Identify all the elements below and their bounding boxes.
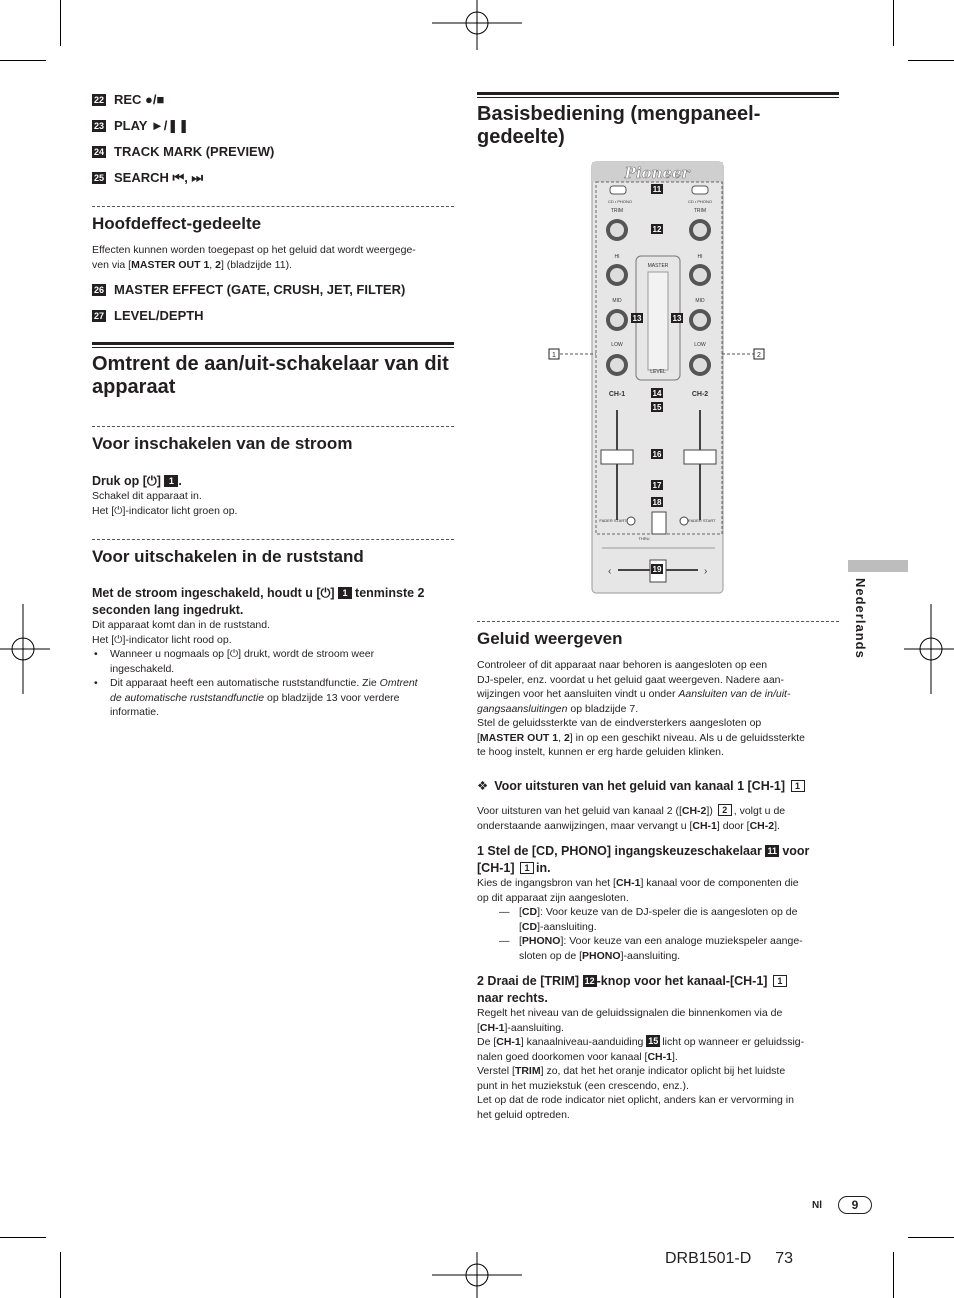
divider bbox=[92, 539, 454, 540]
crop-mark bbox=[908, 60, 954, 61]
svg-text:CH-2: CH-2 bbox=[691, 391, 709, 398]
section-rule bbox=[92, 342, 454, 348]
svg-text:11: 11 bbox=[652, 185, 662, 194]
item-master-effect: 26 MASTER EFFECT (GATE, CRUSH, JET, FILTER) bbox=[93, 282, 406, 297]
svg-text:18: 18 bbox=[652, 498, 662, 507]
step1-text: Kies de ingangsbron van het [CH-1] kanaal voor de componenten die op dit apparaat zijn aangesloten. — [CD]: Voor keuze van de DJ-speler die is aangesloten op de [CD]-aansluiting. — [PHONO]: Voor keuze van een analoge muziekspeler aange- sloten op de [PHONO]-aansluiting. bbox=[477, 876, 842, 963]
svg-text:14: 14 bbox=[652, 389, 662, 398]
fx-heading: Hoofdeffect-gedeelte bbox=[92, 214, 262, 233]
step1-heading: 1 Stel de [CD, PHONO] ingangskeuzeschakelaar 11 voor [CH-1] 1 in. bbox=[477, 844, 810, 875]
item-level-depth: 27 LEVEL/DEPTH bbox=[93, 308, 204, 323]
off-text: Dit apparaat komt dan in de ruststand. Het [⏻]-indicator licht rood op. • Wanneer u nogmaals op [⏻] drukt, wordt de stroom weer ingeschakeld. • Dit apparaat heeft een automatische ruststandfunctie. Zie Omtrent de automatische ruststandfunctie op bladzijde 13 voor verdere informatie. bbox=[92, 618, 457, 720]
svg-text:LEVEL: LEVEL bbox=[650, 369, 666, 375]
svg-text:HI: HI bbox=[614, 254, 620, 260]
crop-mark bbox=[893, 1252, 894, 1298]
svg-text:THRU: THRU bbox=[638, 536, 650, 541]
footer-lang: Nl bbox=[812, 1200, 822, 1211]
svg-text:MID: MID bbox=[612, 298, 622, 304]
crop-mark bbox=[893, 0, 894, 46]
svg-text:CD • PHONO: CD • PHONO bbox=[687, 199, 713, 204]
svg-text:TRIM: TRIM bbox=[693, 208, 707, 214]
mixer-diagram bbox=[540, 160, 780, 596]
on-text: Schakel dit apparaat in. Het [⏻]-indicator licht groen op. bbox=[92, 490, 238, 517]
right-title: Basisbediening (mengpaneel-gedeelte) bbox=[477, 103, 761, 148]
svg-text:CD • PHONO: CD • PHONO bbox=[607, 199, 633, 204]
off-sub: Met de stroom ingeschakeld, houdt u [⏻] 1 tenminste 2 seconden lang ingedrukt. bbox=[92, 586, 425, 617]
svg-text:1: 1 bbox=[552, 352, 556, 359]
pioneer-logo: Pioneer bbox=[624, 164, 690, 182]
step2-heading: 2 Draai de [TRIM] 12 -knop voor het kanaal-[CH-1] 1 naar rechts. bbox=[477, 973, 842, 1007]
side-tab-language: Nederlands bbox=[853, 578, 868, 659]
svg-text:15: 15 bbox=[652, 403, 662, 412]
svg-text:HI: HI bbox=[697, 254, 703, 260]
crop-mark bbox=[908, 1237, 954, 1238]
registration-mark bbox=[904, 604, 954, 694]
svg-text:LOW: LOW bbox=[611, 342, 623, 348]
svg-text:13: 13 bbox=[672, 314, 682, 323]
svg-text:‹: ‹ bbox=[608, 566, 612, 577]
item-track-mark: 24 TRACK MARK (PREVIEW) bbox=[93, 144, 275, 159]
svg-text:FADER START: FADER START bbox=[599, 518, 627, 523]
divider bbox=[92, 206, 454, 207]
side-tab-bar bbox=[848, 560, 908, 572]
svg-text:TRIM: TRIM bbox=[610, 208, 624, 214]
power-title: Omtrent de aan/uit-schakelaar van dit apparaat bbox=[92, 353, 449, 398]
svg-text:2: 2 bbox=[757, 352, 761, 359]
ch-text: Voor uitsturen van het geluid van kanaal 2 ([CH-2]) 2 , volgt u de onderstaande aanwijzingen, maar vervangt u [CH-1] door [CH-2]. bbox=[477, 805, 786, 832]
section-rule bbox=[477, 92, 839, 98]
crop-mark bbox=[0, 60, 46, 61]
divider bbox=[477, 621, 839, 622]
footer-page-number: 9 bbox=[838, 1196, 872, 1214]
ch-heading: ❖ Voor uitsturen van het geluid van kanaal 1 [CH-1] 1 bbox=[477, 778, 842, 795]
svg-text:MASTER: MASTER bbox=[647, 263, 669, 269]
svg-text:17: 17 bbox=[652, 481, 662, 490]
on-sub: Druk op [⏻] 1 . bbox=[92, 474, 182, 488]
svg-text:MID: MID bbox=[695, 298, 705, 304]
crop-mark bbox=[0, 1237, 46, 1238]
sound-text: Controleer of dit apparaat naar behoren is aangesloten op een DJ-speler, enz. voordat u het geluid gaat weergeven. Nadere aan- wijzingen voor het aansluiten vindt u onder Aansluiten van de in/uit- gangsaansluitingen op bladzijde 7. Stel de geluidssterkte van de eindversterkers aangesloten op [MASTER OUT 1, 2] in op een geschikt niveau. Als u de geluidssterkte te hoog instelt, kunnen er erg harde geluiden klinken. bbox=[477, 659, 806, 758]
crop-mark bbox=[60, 0, 61, 46]
fx-text: Effecten kunnen worden toegepast op het geluid dat wordt weergege- ven via [MASTER OUT 1, 2] (bladzijde 11). bbox=[92, 244, 416, 271]
svg-text:16: 16 bbox=[652, 450, 662, 459]
item-play: 23 PLAY ►/❚❚ bbox=[93, 118, 190, 133]
off-heading: Voor uitschakelen in de ruststand bbox=[92, 547, 364, 566]
item-search: 25 SEARCH ⏮, ⏭ bbox=[93, 170, 204, 185]
on-heading: Voor inschakelen van de stroom bbox=[92, 434, 353, 453]
registration-mark bbox=[432, 0, 522, 50]
registration-mark bbox=[432, 1252, 522, 1298]
doc-code: DRB1501-D 73 bbox=[665, 1250, 794, 1267]
divider bbox=[92, 426, 454, 427]
sound-heading: Geluid weergeven bbox=[477, 629, 623, 648]
crop-mark bbox=[60, 1252, 61, 1298]
svg-text:12: 12 bbox=[652, 225, 662, 234]
svg-text:13: 13 bbox=[632, 314, 642, 323]
step2-text: Regelt het niveau van de geluidssignalen die binnenkomen via de [CH-1]-aansluiting. De [CH-1] kanaalniveau-aanduiding 15 licht op wanneer er geluidssig- nalen goed doorkomen voor kanaal [CH-1]. Verstel [TRIM] zo, dat het het oranje indicator oplicht bij het luidste punt in het muziekstuk (een crescendo, enz.). Let op dat de rode indicator niet oplicht, anders kan er vervorming in het geluid optreden. bbox=[477, 1007, 805, 1121]
svg-text:›: › bbox=[704, 566, 708, 577]
svg-text:LOW: LOW bbox=[694, 342, 706, 348]
registration-mark bbox=[0, 604, 50, 694]
svg-text:CH-1: CH-1 bbox=[608, 391, 626, 398]
svg-text:FADER START: FADER START bbox=[688, 518, 716, 523]
svg-text:19: 19 bbox=[652, 565, 662, 574]
item-rec: 22 REC ●/■ bbox=[93, 92, 165, 107]
